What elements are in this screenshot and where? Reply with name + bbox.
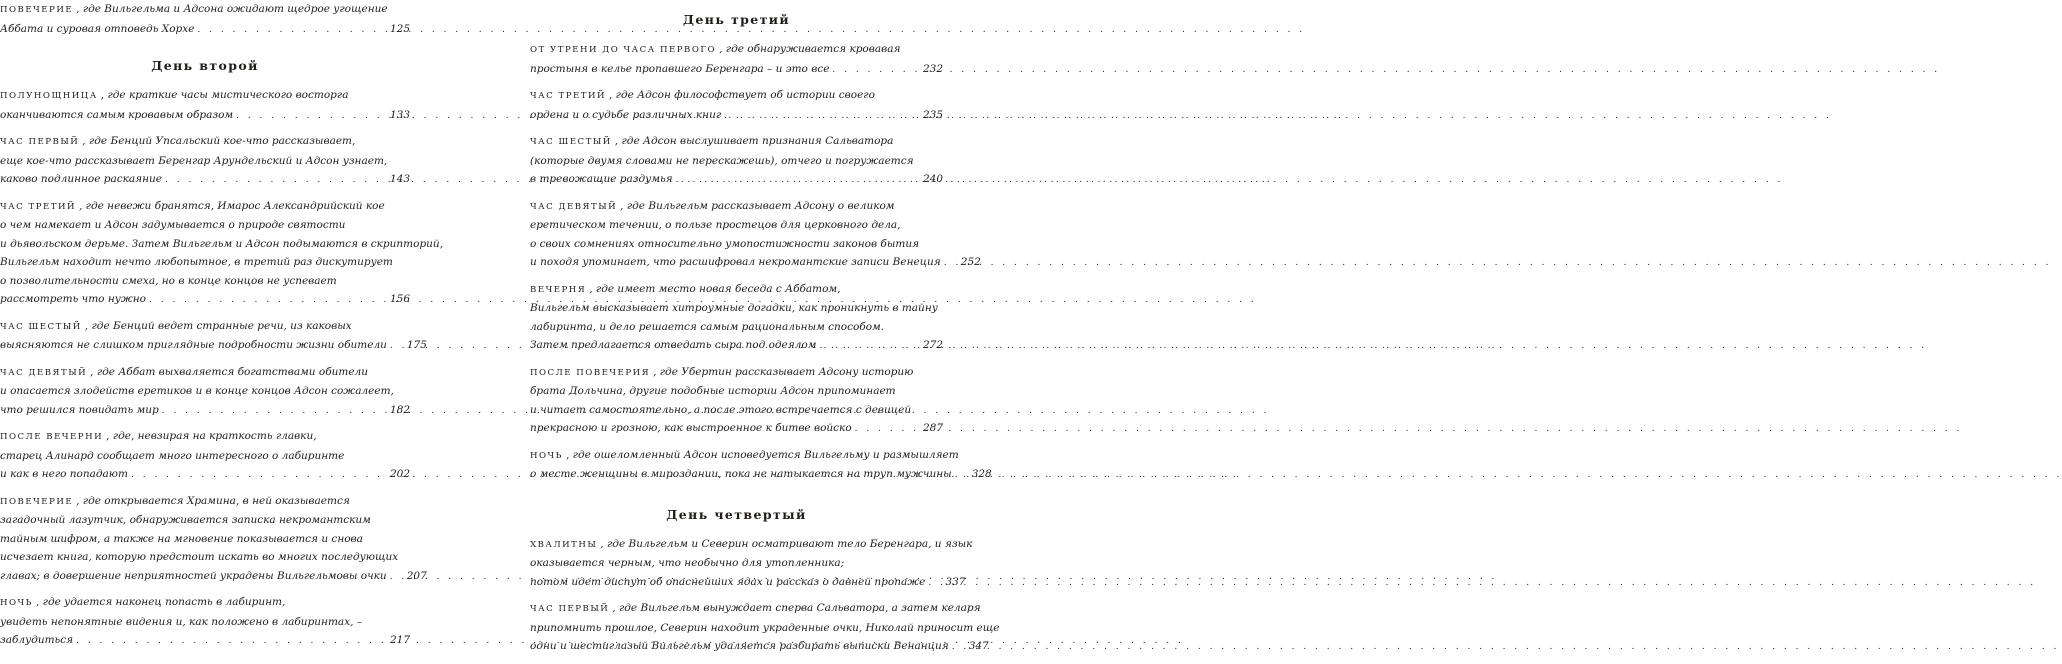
entry-text: в тревожащие раздумья [530, 173, 673, 185]
day-heading: День второй [151, 58, 259, 73]
entry-text: одни и шестиглазый Вильгельм удаляется разбирать выписки Венанция [530, 640, 949, 652]
toc-entry [530, 280, 943, 356]
entry-text: выясняются не слишком приглядные подробности жизни обители [0, 339, 387, 351]
entry-text: где Бенций ведет странные речи, из каковых [91, 319, 352, 332]
dot-leader [165, 171, 387, 190]
entry-line [530, 235, 943, 254]
entry-heading: НОЧЬ [0, 598, 33, 608]
entry-heading: ПОВЕЧЕРИЕ [0, 496, 74, 507]
entry-text: рассмотреть что нужно [0, 293, 147, 305]
dot-leader [955, 466, 969, 485]
entry-line [530, 318, 943, 337]
entry-line: ЧАС ДЕВЯТЫЙ , где Аббат выхваляется богатствами обители [0, 365, 368, 378]
toc-list [530, 40, 992, 485]
entry-heading: ЧАС ПЕРВЫЙ [530, 604, 610, 614]
entry-last-line [530, 60, 943, 80]
entry-line [0, 511, 410, 530]
entry-text: и опасается злодейств еретиков и в конце концов Адсон сожалеет, [0, 385, 394, 397]
entry-line [530, 554, 943, 573]
page-number: 133 [389, 108, 410, 121]
toc-entry [0, 317, 427, 356]
entry-line [0, 530, 410, 549]
page-number: 175 [406, 339, 427, 351]
entry-text: Вильгельм находит нечто любопытное, в третий раз дискутирует [0, 256, 393, 268]
toc-entry [530, 446, 992, 485]
entry-last-line [530, 465, 992, 485]
entry-text: простыня в келье пропавшего Беренгара – и это все [530, 62, 830, 75]
entry-text: исчезает книга, которую предстоит искать во многих последующих [0, 551, 399, 563]
toc-entry [530, 40, 943, 79]
entry-line: ВЕЧЕРНЯ , где имеет место новая беседа с Аббатом, [530, 282, 841, 295]
entry-heading: ОТ УТРЕНИ ДО ЧАСА ПЕРВОГО [530, 45, 717, 55]
entry-text: еретическом течении, о пользе простецов для церковного дела, [530, 219, 901, 231]
toc-entry [530, 197, 981, 273]
entry-line [0, 253, 410, 272]
entry-heading: ПОВЕЧЕРИЕ [0, 5, 74, 15]
entry-last-line [530, 637, 989, 657]
entry-text: главах; в довершение неприятностей украдены Вильгельмовы очки [0, 569, 387, 582]
toc-list [530, 535, 1000, 657]
dot-leader [944, 254, 958, 273]
entry-text: о позволительности смеха, но в конце концов не успевает [0, 274, 337, 287]
dot-leader [390, 568, 404, 587]
right-column [530, 0, 1000, 664]
dot-leader [149, 291, 387, 310]
entry-line: ПОСЛЕ ВЕЧЕРНИ , где, невзирая на краткость главки, [0, 430, 317, 442]
page-number: 156 [389, 293, 410, 305]
page-number: 240 [922, 173, 943, 185]
entry-text: и как в него попадают [0, 468, 129, 480]
entry-last-line [0, 106, 410, 126]
entry-text: брата Дольчина, другие подобные истории Адсон припоминает [530, 385, 896, 397]
entry-line: ЧАС ДЕВЯТЫЙ , где Вильгельм рассказывает Адсону о великом [530, 199, 895, 212]
toc-entry [0, 132, 410, 190]
dot-leader [390, 337, 404, 356]
entry-text: где Адсон философствует об истории своего [615, 89, 875, 101]
entry-text: потом идет диспут об опаснейших ядах и рассказ о давней пропаже [530, 575, 926, 588]
entry-line [0, 272, 410, 291]
page-number: 207 [406, 569, 427, 582]
entry-text: о чем намекает и Адсон задумывается о природе святости [0, 219, 346, 231]
page-number: 217 [389, 634, 410, 646]
entry-heading: ЧАС ШЕСТЫЙ [530, 137, 612, 147]
dot-leader [676, 171, 920, 190]
entry-line: ЧАС ТРЕТИЙ , где Адсон философствует об истории своего [530, 89, 875, 101]
dot-leader [162, 402, 387, 421]
entry-line: ОТ УТРЕНИ ДО ЧАСА ПЕРВОГО , где обнаруживается кровавая [530, 43, 901, 55]
toc-entry [0, 363, 410, 421]
entry-last-line [0, 401, 410, 421]
dot-leader [197, 21, 387, 40]
entry-line [530, 382, 943, 401]
page-number: 182 [389, 403, 410, 416]
toc-entry [530, 86, 943, 125]
toc-entry [0, 0, 410, 39]
toc-entry [0, 593, 410, 651]
entry-text: где Аббат выхваляется богатствами обители [96, 365, 368, 378]
entry-heading: ЧАС ДЕВЯТЫЙ [530, 201, 618, 212]
page-number: 287 [922, 422, 943, 434]
entry-line [0, 152, 410, 171]
entry-heading: ПОЛУНОЩНИЦА [0, 91, 98, 101]
entry-line [0, 447, 410, 466]
entry-line [530, 216, 943, 235]
entry-text: старец Алинард сообщает много интересного о лабиринте [0, 449, 345, 462]
entry-text: Вильгельм высказывает хитроумные догадки, как проникнуть в тайну [530, 302, 938, 314]
toc-entry [530, 363, 943, 439]
entry-line: ЧАС ШЕСТЫЙ , где Адсон выслушивает признания Сальватора [530, 135, 894, 147]
dot-leader [952, 638, 966, 657]
page-number: 347 [968, 640, 989, 652]
page-number: 232 [922, 62, 943, 75]
entry-line: ПОЛУНОЩНИЦА , где краткие часы мистического восторга [0, 89, 349, 101]
entry-last-line [0, 567, 427, 587]
left-column [0, 0, 444, 658]
entry-line: ЧАС ПЕРВЫЙ , где Бенций Упсальский кое-что рассказывает, [0, 135, 356, 147]
day-heading: День третий [682, 12, 791, 27]
entry-line [530, 619, 1000, 638]
entry-text: прекрасною и грозною, как выстроенное к битве войско [530, 422, 852, 434]
entry-heading: ЧАС ТРЕТИЙ [530, 91, 606, 101]
entry-text: о месте женщины в мироздании, пока не натыкается на труп мужчины [530, 468, 952, 480]
entry-text: где краткие часы мистического восторга [107, 89, 349, 101]
entry-text: лабиринта, и дело решается самым рациональным способом. [530, 320, 885, 333]
entry-line: ЧАС ПЕРВЫЙ , где Вильгельм вынуждает сперва Сальватора, а затем келаря [530, 602, 981, 614]
page-number: 202 [389, 468, 410, 480]
entry-last-line [0, 465, 410, 485]
entry-text: где обнаруживается кровавая [725, 43, 901, 55]
toc-list [0, 86, 444, 651]
entry-last-line [530, 253, 981, 273]
entry-text: где Вильгельм вынуждает сперва Сальватора, а затем келаря [618, 602, 981, 614]
dot-leader [819, 337, 920, 356]
entry-line [530, 152, 943, 171]
entry-text: что решился повидать мир [0, 403, 159, 416]
entry-text: где Адсон выслушивает признания Сальватора [621, 135, 894, 147]
entry-text: где удается наконец попасть в лабиринт, [42, 596, 286, 608]
entry-heading: НОЧЬ [530, 450, 563, 461]
entry-text: каково подлинное раскаяние [0, 173, 163, 185]
toc-entry [530, 535, 973, 593]
entry-text: Затем предлагается отведать сыра под одеялом [530, 339, 817, 351]
entry-heading: ПОСЛЕ ПОВЕЧЕРИЯ [530, 367, 651, 378]
entry-line [0, 613, 410, 632]
entry-text: оказывается черным, что необычно для утопленника; [530, 557, 845, 569]
entry-heading: ЧАС ДЕВЯТЫЙ [0, 367, 88, 378]
dot-leader [724, 107, 920, 126]
dot-leader [131, 466, 387, 485]
entry-last-line [530, 573, 966, 593]
entry-text: и дьявольском дерьме. Затем Вильгельм и Адсон подымаются в скрипторий, [0, 237, 444, 250]
entry-text: (которые двумя словами не перескажешь), отчего и погружается [530, 154, 914, 167]
entry-line: НОЧЬ , где ошеломленный Адсон исповедуется Вильгельму и размышляет [530, 448, 959, 461]
page-number: 272 [922, 339, 943, 351]
entry-text: где невежи бранятся, Имарос Александрийский кое [85, 199, 385, 212]
day-heading: День четвертый [666, 506, 807, 522]
entry-heading: ПОСЛЕ ВЕЧЕРНИ [0, 432, 104, 442]
page-number: 125 [389, 22, 410, 35]
entry-line [0, 382, 410, 401]
entry-line [0, 235, 444, 254]
entry-text: где Вильгельм рассказывает Адсону о великом [626, 199, 895, 212]
entry-line: НОЧЬ , где удается наконец попасть в лабиринт, [0, 596, 286, 608]
entry-line: ПОСЛЕ ПОВЕЧЕРИЯ , где Убертин рассказывает Адсону историю [530, 365, 914, 378]
toc-entry [530, 132, 943, 190]
entry-line: ПОВЕЧЕРИЕ , где открывается Храмина, в ней оказывается [0, 494, 350, 507]
entry-text: заблудиться [0, 634, 74, 646]
entry-last-line [0, 336, 427, 356]
dot-leader [855, 420, 920, 439]
page-number: 143 [389, 173, 410, 185]
page-number: 337 [945, 575, 966, 588]
entry-heading: ХВАЛИТНЫ [530, 539, 598, 550]
entry-line: ЧАС ТРЕТИЙ , где невежи бранятся, Имарос Александрийский кое [0, 199, 385, 212]
entry-last-line [0, 170, 410, 190]
entry-text: оканчиваются самым кровавым образом [0, 108, 234, 121]
entry-line [0, 548, 410, 567]
entry-text: где Вильгельма и Адсона ожидают щедрое угощение [82, 3, 388, 15]
entry-text: где имеет место новая беседа с Аббатом, [595, 282, 841, 295]
entry-text: о своих сомнениях относительно умопостижности законов бытия [530, 237, 920, 250]
entry-text: еще кое-что рассказывает Беренгар Арундельский и Адсон узнает, [0, 154, 388, 167]
entry-heading: ВЕЧЕРНЯ [530, 284, 587, 295]
dot-leader [76, 632, 387, 651]
entry-text: где Бенций Упсальский кое-что рассказывает, [88, 135, 356, 147]
entry-text: где ошеломленный Адсон исповедуется Вильгельму и размышляет [572, 448, 959, 461]
page-number: 235 [922, 108, 943, 121]
page-number: 252 [960, 256, 981, 268]
entry-text: где Убертин рассказывает Адсону историю [659, 365, 914, 378]
entry-text: загадочный лазутчик, обнаруживается записка некромантским [0, 514, 371, 526]
entry-last-line [530, 419, 943, 439]
entry-text: тайным шифром, а также на мгновение показывается и снова [0, 532, 363, 545]
entry-last-line [0, 290, 410, 310]
entry-text: где, невзирая на краткость главки, [112, 430, 317, 442]
toc-entry [0, 492, 427, 587]
toc-entry [0, 197, 444, 310]
entry-text: Аббата и суровая отповедь Хорхе [0, 22, 195, 35]
entry-text: и походя упоминает, что расшифровал некромантские записи Венеция [530, 256, 941, 268]
entry-heading: ЧАС ШЕСТЫЙ [0, 321, 82, 332]
entry-line: ПОВЕЧЕРИЕ , где Вильгельма и Адсона ожидают щедрое угощение [0, 3, 388, 15]
entry-last-line [530, 170, 943, 190]
dot-leader [236, 107, 387, 126]
toc-entry [0, 86, 410, 125]
entry-line: ЧАС ШЕСТЫЙ , где Бенций ведет странные речи, из каковых [0, 319, 352, 332]
page-number: 328 [971, 468, 992, 480]
entry-text: припомнить прошлое, Северин находит украденные очки, Николай приносит еще [530, 621, 1000, 634]
entry-text: где Вильгельм и Северин осматривают тело Беренгара, и язык [606, 537, 973, 550]
entry-text: где открывается Храмина, в ней оказывается [82, 494, 350, 507]
entry-text: ордена и о судьбе различных книг [530, 108, 722, 121]
entry-text: и читает самостоятельно, а после этого встречается с девицей [530, 403, 912, 416]
dot-leader [832, 61, 920, 80]
entry-heading: ЧАС ПЕРВЫЙ [0, 137, 80, 147]
entry-text: увидеть непонятные видения и, как положено в лабиринтах, – [0, 615, 363, 628]
entry-heading: ЧАС ТРЕТИЙ [0, 201, 76, 212]
entry-last-line [0, 20, 410, 40]
entry-line [530, 299, 943, 318]
toc-entry [530, 599, 1000, 657]
dot-leader [928, 574, 942, 593]
entry-last-line [0, 631, 410, 651]
entry-last-line [530, 336, 943, 356]
entry-line [0, 216, 410, 235]
toc-entry [0, 427, 410, 485]
entry-line [530, 401, 943, 420]
entry-line: ХВАЛИТНЫ , где Вильгельм и Северин осматривают тело Беренгара, и язык [530, 537, 973, 550]
entry-last-line [530, 106, 943, 126]
